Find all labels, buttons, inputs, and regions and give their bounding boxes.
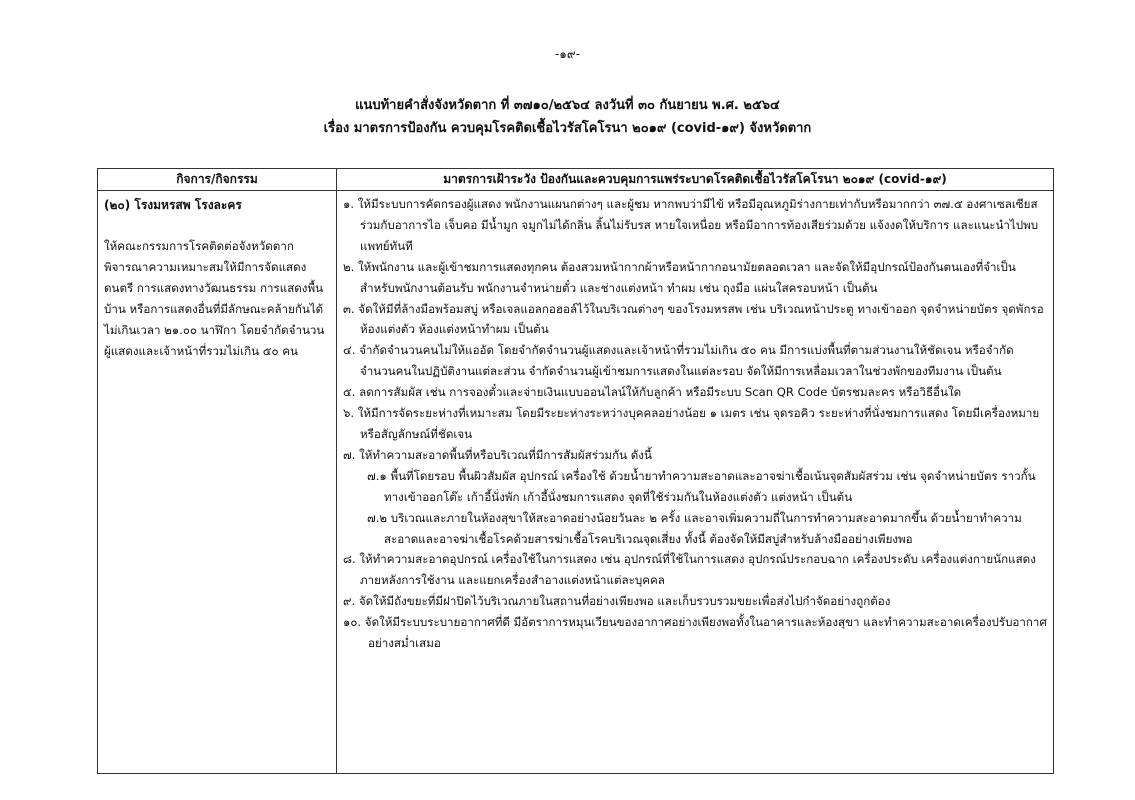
activity-note: ให้คณะกรรมการโรคติดต่อจังหวัดตาก พิจารณาความเหมาะสมให้มีการจัดแสดงดนตรี การแสดงทางวัฒนธรรม การแสดงพื้นบ้าน หรือการแสดงอื่นที่มีลักษณะคล้ายกันได้ไม่เกินเวลา ๒๑.๐๐ นาฬิกา โดยจำกัดจำนวนผู้แสดงและเจ้าหน้าที่รวมไม่เกิน ๕๐ คน xyxy=(104,239,325,358)
document-heading-subject: เรื่อง มาตรการป้องกัน ควบคุมโรคติดเชื้อไวรัสโคโรนา ๒๐๑๙ (covid-๑๙) จังหวัดตาก xyxy=(323,121,812,136)
measure-item-8: ๘. ให้ทำความสะอาดอุปกรณ์ เครื่องใช้ในการแสดง เช่น อุปกรณ์ที่ใช้ในการแสดง อุปกรณ์ประกอบฉาก เครื่องประดับ เครื่องแต่งกายนักแสดง ภายหลังการใช้งาน และแยกเครื่องสำอางแต่งหน้าแต่ละบุคคล xyxy=(343,552,1036,588)
measures-cell xyxy=(337,191,1054,774)
document-heading-order: แนบท้ายคำสั่งจังหวัดตาก ที่ ๓๗๑๐/๒๕๖๔ ลงวันที่ ๓๐ กันยายน พ.ศ. ๒๕๖๔ xyxy=(355,98,780,113)
activity-cell xyxy=(98,191,337,774)
measure-item-2: ๒. ให้พนักงาน และผู้เข้าชมการแสดงทุกคน ต้องสวมหน้ากากผ้าหรือหน้ากากอนามัยตลอดเวลา และจัดให้มีอุปกรณ์ป้องกันตนเองที่จำเป็นสำหรับพนักงานต้อนรับ พนักงานจำหน่ายตั๋ว และช่างแต่งหน้า ทำผม เช่น ถุงมือ แผ่นใสครอบหน้า เป็นต้น xyxy=(343,259,1016,295)
measure-item-4: ๔. จำกัดจำนวนคนไม่ให้แออัด โดยจำกัดจำนวนผู้แสดงและเจ้าหน้าที่รวมไม่เกิน ๕๐ คน มีการแบ่งพื้นที่ตามส่วนงานให้ชัดเจน หรือจำกัดจำนวนคนในปฏิบัติงานแต่ละส่วน จำกัดจำนวนผู้เข้าชมการแสดงในแต่ละรอบ จัดให้มีการเหลื่อมเวลาในช่วงพักของทีมงาน เป็นต้น xyxy=(343,343,1014,379)
measure-item-9: ๙. จัดให้มีถังขยะที่มีฝาปิดไว้บริเวณภายในสถานที่อย่างเพียงพอ และเก็บรวบรวมขยะเพื่อส่งไปกำจัดอย่างถูกต้อง xyxy=(343,594,891,609)
measure-item-10: ๑๐. จัดให้มีระบบระบายอากาศที่ดี มีอัตราการหมุนเวียนของอากาศอย่างเพียงพอทั้งในอาคารและห้องสุขา และทำความสะอาดเครื่องปรับอากาศอย่างสม่ำเสมอ xyxy=(343,615,1047,651)
measure-subitem-7-2: ๗.๒ บริเวณและภายในห้องสุขาให้สะอาดอย่างน้อยวันละ ๒ ครั้ง และอาจเพิ่มความถี่ในการทำความสะอาดมากขึ้น ด้วยน้ำยาทำความสะอาดและอาจฆ่าเชื้อโรคด้วยสารฆ่าเชื้อโรคบริเวณจุดเสี่ยง ทั้งนี้ ต้องจัดให้มีสบู่สำหรับล้างมืออย่างเพียงพอ xyxy=(367,510,1022,546)
measure-item-7: ๗. ให้ทำความสะอาดพื้นที่หรือบริเวณที่มีการสัมผัสร่วมกัน ดังนี้ xyxy=(343,447,652,462)
header-measures: มาตรการเฝ้าระวัง ป้องกันและควบคุมการแพร่ระบาดโรคติดเชื้อไวรัสโคโรนา ๒๐๑๙ (covid-๑๙) xyxy=(337,169,1054,191)
header-activity: กิจการ/กิจกรรม xyxy=(98,169,337,191)
measure-subitem-7-1: ๗.๑ พื้นที่โดยรอบ พื้นผิวสัมผัส อุปกรณ์ เครื่องใช้ ด้วยน้ำยาทำความสะอาดและอาจฆ่าเชื้อเน้นจุดสัมผัสร่วม เช่น จุดจำหน่ายบัตร ราวกั้นทางเข้าออกโต๊ะ เก้าอี้นั่งพัก เก้าอี้นั่งชมการแสดง จุดที่ใช้ร่วมกันในห้องแต่งตัว แต่งหน้า เป็นต้น xyxy=(367,468,1036,504)
measure-item-3: ๓. จัดให้มีที่ล้างมือพร้อมสบู่ หรือเจลแอลกอฮอล์ไว้ในบริเวณต่างๆ ของโรงมหรสพ เช่น บริเวณหน้าประตู ทางเข้าออก จุดจำหน่ายบัตร จุดพักรอ ห้องแต่งตัว ห้องแต่งหน้าทำผม เป็นต้น xyxy=(343,301,1044,337)
measure-item-1: ๑. ให้มีระบบการคัดกรองผู้แสดง พนักงานแผนกต่างๆ และผู้ชม หากพบว่ามีไข้ หรือมีอุณหภูมิร่างกายเท่ากับหรือมากกว่า ๓๗.๕ องศาเซลเซียส ร่วมกับอาการไอ เจ็บคอ มีน้ำมูก จมูกไม่ได้กลิ่น ลิ้นไม่รับรส หายใจเหนื่อย หรือมีอาการท้องเสียร่วมด้วย แจ้งงดให้บริการ และแนะนำไปพบแพทย์ทันที xyxy=(343,197,1039,253)
page-number: -๑๙- xyxy=(554,47,581,61)
table-header-row xyxy=(98,169,1054,191)
table-row xyxy=(98,191,1054,774)
measures-table xyxy=(97,168,1054,774)
measure-item-6: ๖. ให้มีการจัดระยะห่างที่เหมาะสม โดยมีระยะห่างระหว่างบุคคลอย่างน้อย ๑ เมตร เช่น จุดรอคิว ระยะห่างที่นั่งชมการแสดง โดยมีเครื่องหมายหรือสัญลักษณ์ที่ชัดเจน xyxy=(343,406,1040,441)
measure-item-5: ๕. ลดการสัมผัส เช่น การจองตั๋วและจ่ายเงินแบบออนไลน์ให้กับลูกค้า หรือมีระบบ Scan QR Code บัตรชมละคร หรือวิธีอื่นใด xyxy=(343,385,962,400)
activity-title: (๒๐) โรงมหรสพ โรงละคร xyxy=(104,198,242,212)
